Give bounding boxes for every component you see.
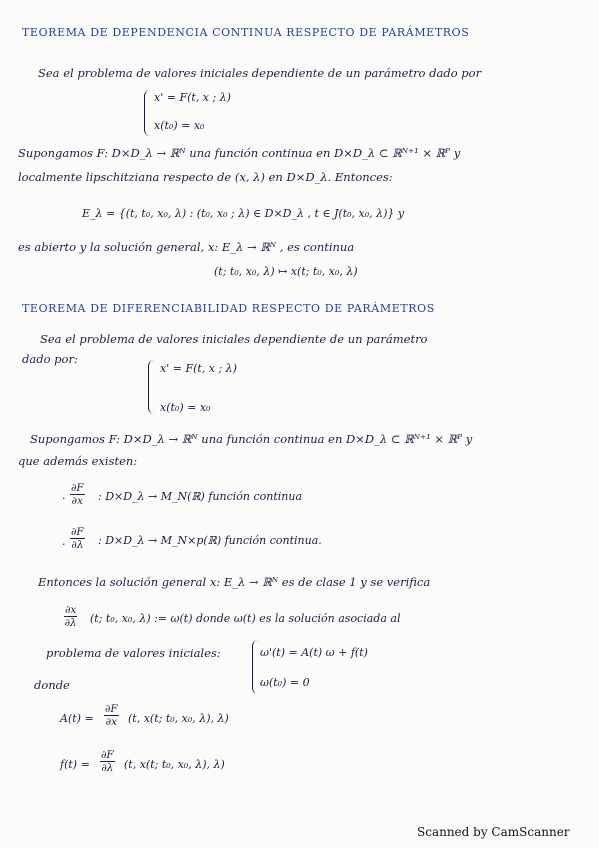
section2-line1: Supongamos F: D×D_λ → ℝᴺ una función continua en D×D_λ ⊂ ℝᴺ⁺¹ × ℝᴾ y (30, 432, 473, 446)
deriv-fraction: $\frac{\partial x}{\partial\lambda}$ (64, 604, 77, 629)
section1-line3: es abierto y la solución general, x: E_λ → ℝᴺ , es continua (18, 240, 355, 254)
A-fraction: $\frac{\partial F}{\partial x}$ (105, 703, 118, 728)
bullet2-fraction: $\frac{\partial F}{\partial\lambda}$ (71, 526, 84, 551)
f-rhs: (t, x(t; t₀, x₀, λ), λ) (124, 758, 225, 771)
section1-eq1: x' = F(t, x ; λ) (154, 91, 231, 104)
f-fraction: $\frac{\partial F}{\partial\lambda}$ (101, 749, 114, 774)
section1-line1: Supongamos F: D×D_λ → ℝᴺ una función continua en D×D_λ ⊂ ℝᴺ⁺¹ × ℝᴾ y (18, 146, 461, 160)
section2-brace (148, 360, 154, 414)
omega-eq1: ω'(t) = A(t) ω + f(t) (260, 646, 368, 659)
bullet2-text: : D×D_λ → M_N×p(ℝ) función continua. (98, 534, 322, 547)
section2-eq1: x' = F(t, x ; λ) (160, 362, 237, 375)
section1-formula: E_λ = {(t, t₀, x₀, λ) : (t₀, x₀ ; λ) ∈ D×D_λ , t ∈ J(t₀, x₀, λ)} y (82, 207, 405, 220)
section1-intro: Sea el problema de valores iniciales dependiente de un parámetro dado por (38, 66, 482, 80)
section2-eq2: x(t₀) = x₀ (160, 401, 211, 414)
donde-label: donde (34, 678, 70, 692)
section2-brace2 (252, 640, 258, 694)
f-lhs: f(t) = (60, 758, 90, 771)
bullet1-fraction: $\frac{\partial F}{\partial x}$ (71, 482, 84, 507)
section1-title: TEOREMA DE DEPENDENCIA CONTINUA RESPECTO DE PARÁMETROS (22, 26, 470, 39)
deriv-text: (t; t₀, x₀, λ) := ω(t) donde ω(t) es la solución asociada al (90, 612, 401, 625)
bullet2-dot: · (62, 538, 66, 551)
scanner-watermark: Scanned by CamScanner (417, 825, 570, 839)
bullet1-dot: · (62, 492, 66, 505)
section1-line2: localmente lipschitziana respecto de (x, λ) en D×D_λ. Entonces: (18, 170, 393, 184)
section2-line4: problema de valores iniciales: (46, 646, 221, 660)
section2-intro2: dado por: (22, 352, 78, 366)
section1-brace (144, 90, 150, 136)
section2-title: TEOREMA DE DIFERENCIABILIDAD RESPECTO DE PARÁMETROS (22, 302, 435, 315)
bullet1-text: : D×D_λ → M_N(ℝ) función continua (98, 490, 303, 503)
section1-map: (t; t₀, x₀, λ) ↦ x(t; t₀, x₀, λ) (214, 265, 358, 278)
omega-eq2: ω(t₀) = 0 (260, 676, 310, 689)
A-rhs: (t, x(t; t₀, x₀, λ), λ) (128, 712, 229, 725)
section1-eq2: x(t₀) = x₀ (154, 119, 205, 132)
section2-line2: que además existen: (18, 454, 138, 468)
A-lhs: A(t) = (60, 712, 94, 725)
section2-intro1: Sea el problema de valores iniciales dependiente de un parámetro (40, 332, 428, 346)
section2-line3: Entonces la solución general x: E_λ → ℝᴺ es de clase 1 y se verifica (38, 575, 431, 589)
